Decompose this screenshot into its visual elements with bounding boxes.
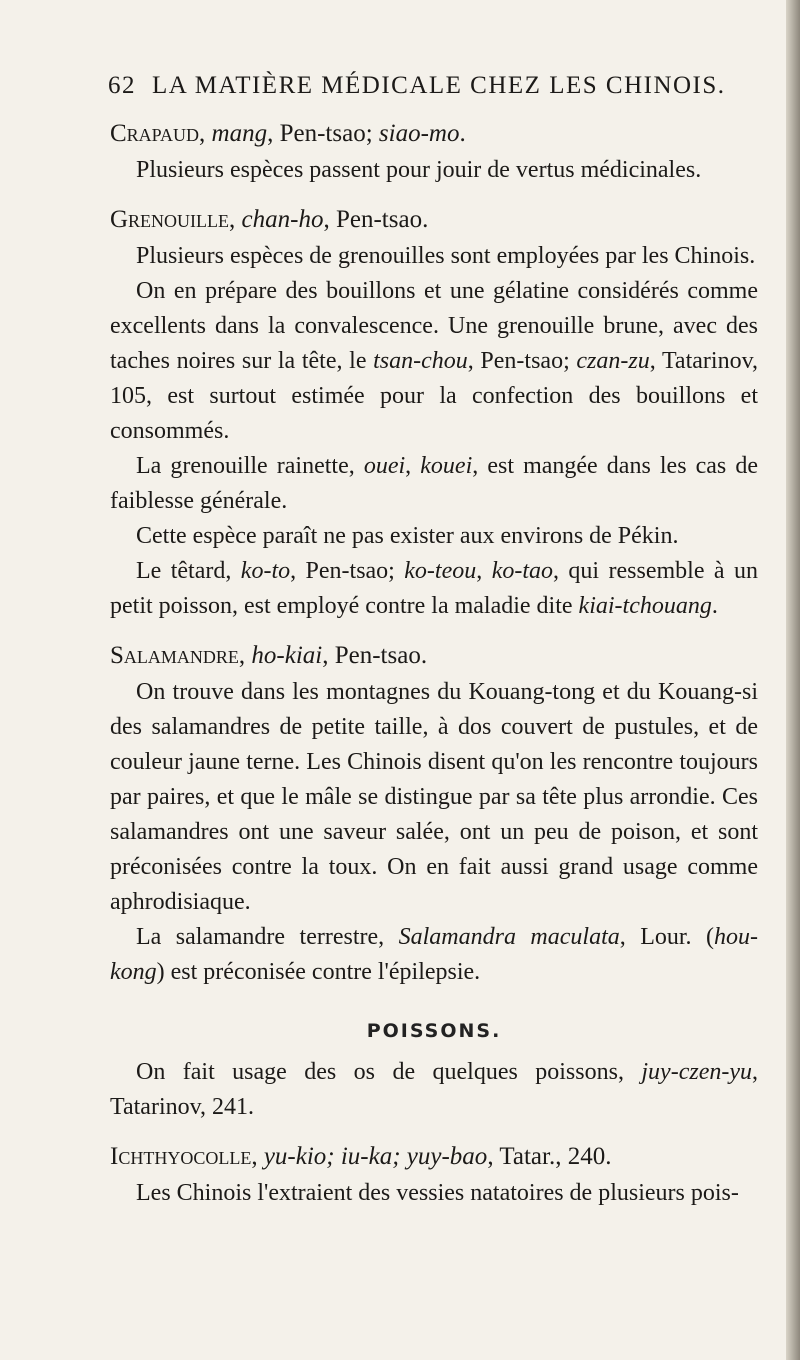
alt-name: siao-mo (378, 120, 460, 147)
paragraph: Cette espèce paraît ne pas exister aux environs de Pékin. (136, 523, 679, 549)
sep: , (229, 206, 242, 233)
text: , Pen-tsao; (290, 558, 405, 584)
paragraph (110, 920, 758, 990)
paragraph: Plusieurs espèces de grenouilles sont employées par les Chinois. (136, 243, 756, 269)
text: , Pen-tsao; (467, 348, 577, 374)
sep: , (251, 1143, 264, 1170)
paragraph: On trouve dans les montagnes du Kouang-tong et du Kouang-si des salamandres de petite taille, à dos couvert de pustules, et de couleur jaune terne. Les Chinois disent qu'on les rencontre toujours par paires, et que le mâle se distingue par sa tête plus arrondie. Ces salamandres ont une saveur salée, ont un peu de poison, et sont préconisées contre la toux. On en fait aussi grand usage comme aphrodisiaque. (110, 679, 758, 915)
sep: . (459, 120, 466, 147)
term: ko-to (240, 558, 291, 584)
text: , qui ressemble à un petit poisson, est employé contre la maladie dite (110, 558, 758, 619)
page-body (110, 116, 758, 1211)
paragraph (110, 1055, 758, 1125)
term: tsan-chou (373, 348, 468, 374)
term: hou-kong (110, 924, 759, 985)
text: , est mangée dans les cas de faiblesse générale. (110, 453, 759, 514)
text: , Lour. ( (619, 924, 715, 950)
entry-name: Salamandre (110, 642, 239, 669)
text: , Tatarinov, 105, est surtout estimée pour la confection des bouillons et consommés. (110, 348, 759, 444)
paragraph: Plusieurs espèces passent pour jouir de vertus médicinales. (136, 157, 702, 183)
sep: , (199, 120, 212, 147)
running-title: LA MATIÈRE MÉDICALE CHEZ LES CHINOIS. (152, 72, 726, 99)
page-number: 62 (108, 72, 136, 99)
paragraph (110, 554, 758, 624)
term: kouei (420, 453, 473, 479)
text: , (476, 558, 492, 584)
text: On fait usage des os de quelques poissons, (136, 1059, 642, 1085)
paragraph: Les Chinois l'extraient des vessies natatoires de plusieurs pois- (136, 1180, 739, 1206)
paragraph (110, 274, 758, 449)
term: kiai-tchouang (578, 593, 712, 619)
entry-heading-grenouille (110, 202, 758, 237)
term: Salamandra maculata (398, 924, 620, 950)
term: ko-teou (404, 558, 477, 584)
entry-heading-salamandre (110, 638, 758, 673)
paragraph (110, 449, 758, 519)
entry-name: Ichthyocolle (110, 1143, 252, 1170)
running-header (108, 72, 726, 100)
term: juy-czen-yu (641, 1059, 752, 1085)
text: ) est préconisée contre l'épilepsie. (156, 959, 481, 985)
page-edge (786, 0, 800, 1360)
source: , Pen-tsao. (322, 642, 428, 669)
entry-heading-crapaud (110, 116, 758, 151)
chinese-name: chan-ho (241, 206, 324, 233)
chinese-name: ho-kiai (251, 642, 323, 669)
term: ouei (363, 453, 406, 479)
term: ko-tao (491, 558, 553, 584)
entry-name: Grenouille (110, 206, 230, 233)
text: Le têtard, (136, 558, 241, 584)
term: czan-zu (576, 348, 650, 374)
chinese-name: mang (211, 120, 268, 147)
chinese-name: yu-kio; iu-ka; yuy-bao (263, 1143, 488, 1170)
section-title-poissons: POISSONS. (366, 1020, 502, 1042)
source: , Tatar., 240. (487, 1143, 612, 1170)
text: La grenouille rainette, (136, 453, 364, 479)
entry-name: Crapaud (110, 120, 200, 147)
text: On en prépare des bouillons et une gélatine considérés comme excellents dans la convalescence. Une grenouille brune, avec des taches noires sur la tête, le (110, 278, 758, 374)
text: La salamandre terrestre, (136, 924, 399, 950)
text: , (405, 453, 421, 479)
sep: , (238, 642, 252, 669)
text: . (711, 593, 718, 619)
text: , Tatarinov, 241. (110, 1059, 758, 1120)
source: , Pen-tsao; (267, 120, 379, 147)
entry-heading-ichthyocolle (110, 1139, 758, 1174)
source: , Pen-tsao. (323, 206, 429, 233)
